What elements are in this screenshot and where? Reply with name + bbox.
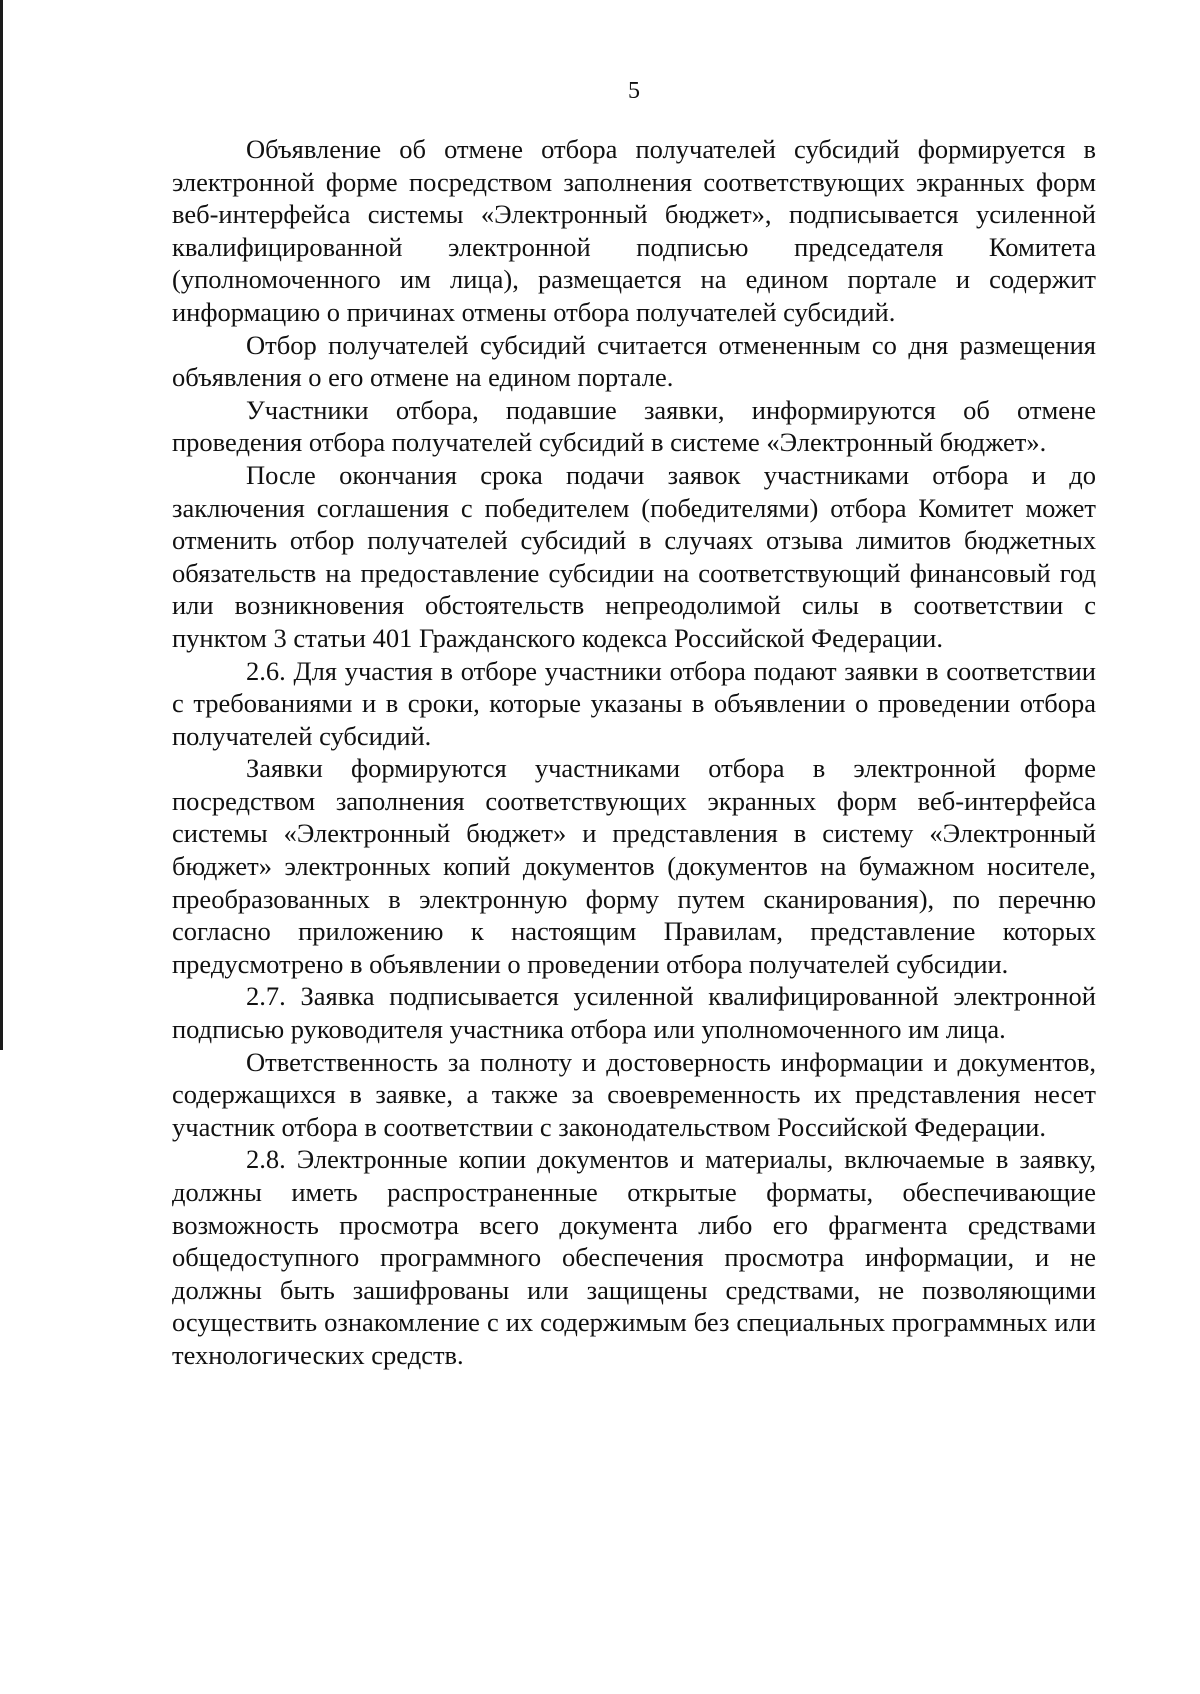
paragraph-cancel-effective: Отбор получателей субсидий считается отмененным со дня размещения объявления о его отмене на едином портале. — [172, 329, 1096, 393]
paragraph-cancel-announcement: Объявление об отмене отбора получателей субсидий формируется в электронной форме посредством заполнения соответствующих экранных форм веб-интерфейса системы «Электронный бюджет», подписывается усиленной квалифицированной электронной подписью председателя Комитета (уполномоченного им лица), размещается на едином портале и содержит информацию о причинах отмены отбора получателей субсидий. — [172, 134, 1096, 327]
paragraph-applications-formed: Заявки формируются участниками отбора в электронной форме посредством заполнения соответствующих экранных форм веб-интерфейса системы «Электронный бюджет» и представления в систему «Электронный бюджет» электронных копий документов (документов на бумажном носителе, преобразованных в электронную форму путем сканирования), по перечню согласно приложению к настоящим Правилам, представление которых предусмотрено в объявлении о проведении отбора получателей субсидии. — [172, 753, 1096, 979]
paragraph-cancel-conditions: После окончания срока подачи заявок участниками отбора и до заключения соглашения с победителем (победителями) отбора Комитет может отменить отбор получателей субсидий в случаях отзыва лимитов бюджетных обязательств на предоставление субсидии на соответствующий финансовый год или возникновения обстоятельств непреодолимой силы в соответствии с пунктом 3 статьи 401 Гражданского кодекса Российской Федерации. — [172, 459, 1096, 653]
page-number: 5 — [628, 78, 640, 104]
paragraph-responsibility: Ответственность за полноту и достоверность информации и документов, содержащихся в заявке, а также за своевременность их представления несет участник отбора в соответствии с законодательством Российской Федерации. — [172, 1046, 1096, 1142]
paragraph-clause-2-6: 2.6. Для участия в отборе участники отбора подают заявки в соответствии с требованиями и в сроки, которые указаны в объявлении о проведении отбора получателей субсидий. — [172, 655, 1096, 751]
paragraph-clause-2-8: 2.8. Электронные копии документов и материалы, включаемые в заявку, должны иметь распространенные открытые форматы, обеспечивающие возможность просмотра всего документа либо его фрагмента средствами общедоступного программного обеспечения просмотра информации, и не должны быть зашифрованы или защищены средствами, не позволяющими осуществить ознакомление с их содержимым без специальных программных или технологических средств. — [172, 1144, 1096, 1370]
paragraph-clause-2-7: 2.7. Заявка подписывается усиленной квалифицированной электронной подписью руководителя участника отбора или уполномоченного им лица. — [172, 981, 1096, 1045]
paragraph-participants-informed: Участники отбора, подавшие заявки, информируются об отмене проведения отбора получателей субсидий в системе «Электронный бюджет». — [172, 394, 1096, 458]
scan-edge-line — [0, 0, 3, 1050]
document-body — [172, 133, 1096, 1372]
